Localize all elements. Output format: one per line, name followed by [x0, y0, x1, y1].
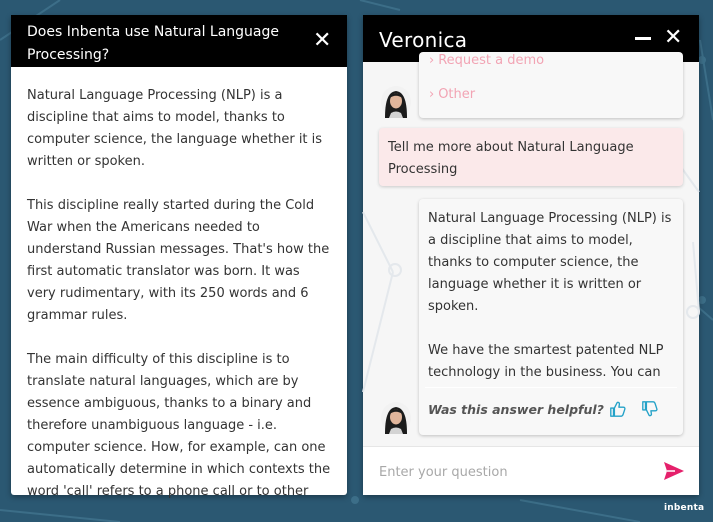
brand-text: inbenta [664, 503, 705, 513]
bot-answer-text: We have the smartest patented NLP technology in the business. You can [428, 343, 664, 380]
bot-answer-paragraph: Natural Language Processing (NLP) is a discipline that aims to model, thanks to computer science, the language whether it is written or spoken. [428, 211, 672, 314]
chat-window [363, 15, 699, 495]
veronica-avatar-image [381, 402, 411, 434]
bot-avatar [381, 86, 411, 118]
close-icon[interactable]: ✕ [664, 25, 683, 50]
send-icon[interactable] [663, 461, 685, 481]
question-input[interactable] [379, 459, 649, 485]
article-paragraph: This discipline really started during the Cold War when the Americans needed to understand Russian messages. That's how the first automatic translator was born. It was very rudimentary, with its 250 words and 6 grammar rules. [27, 198, 330, 323]
inbenta-logo [664, 503, 704, 513]
user-message-text: Tell me more about Natural Language Processing [388, 140, 634, 177]
chat-title: Veronica [379, 28, 468, 52]
minimize-icon[interactable] [635, 37, 651, 40]
article-paragraph: The main difficulty of this discipline is to translate natural languages, which are by essence ambiguous, thanks to a binary and therefore unambiguous language - i.e. computer science. How, for example, can one automatically determine in which contexts the word 'call' refers to a phone call or to other [27, 352, 331, 499]
bot-avatar [381, 402, 411, 434]
thumbs-up-icon[interactable] [609, 400, 627, 418]
article-paragraph: Natural Language Processing (NLP) is a discipline that aims to model, thanks to computer science, the language whether it is written or spoken. [27, 88, 323, 169]
feedback-bar [425, 387, 677, 431]
chevron-right-icon: › [429, 87, 435, 102]
chat-conversation[interactable] [363, 53, 699, 446]
option-label: Request a demo [438, 53, 545, 68]
article-panel [11, 15, 347, 499]
option-other[interactable] [429, 87, 475, 102]
chevron-right-icon: › [429, 53, 435, 68]
bot-answer-message [419, 199, 683, 435]
feedback-question: Was this answer helpful? [428, 402, 604, 417]
veronica-avatar-image [381, 86, 411, 118]
close-icon[interactable]: ✕ [313, 28, 332, 53]
chat-input-bar [363, 446, 699, 495]
option-label: Other [438, 87, 476, 102]
user-message [379, 128, 683, 186]
option-request-demo[interactable] [429, 53, 544, 68]
thumbs-down-icon[interactable] [641, 400, 659, 418]
article-title: Does Inbenta use Natural Language Processing? [27, 24, 280, 63]
article-body[interactable] [11, 67, 347, 503]
article-header [11, 15, 347, 67]
